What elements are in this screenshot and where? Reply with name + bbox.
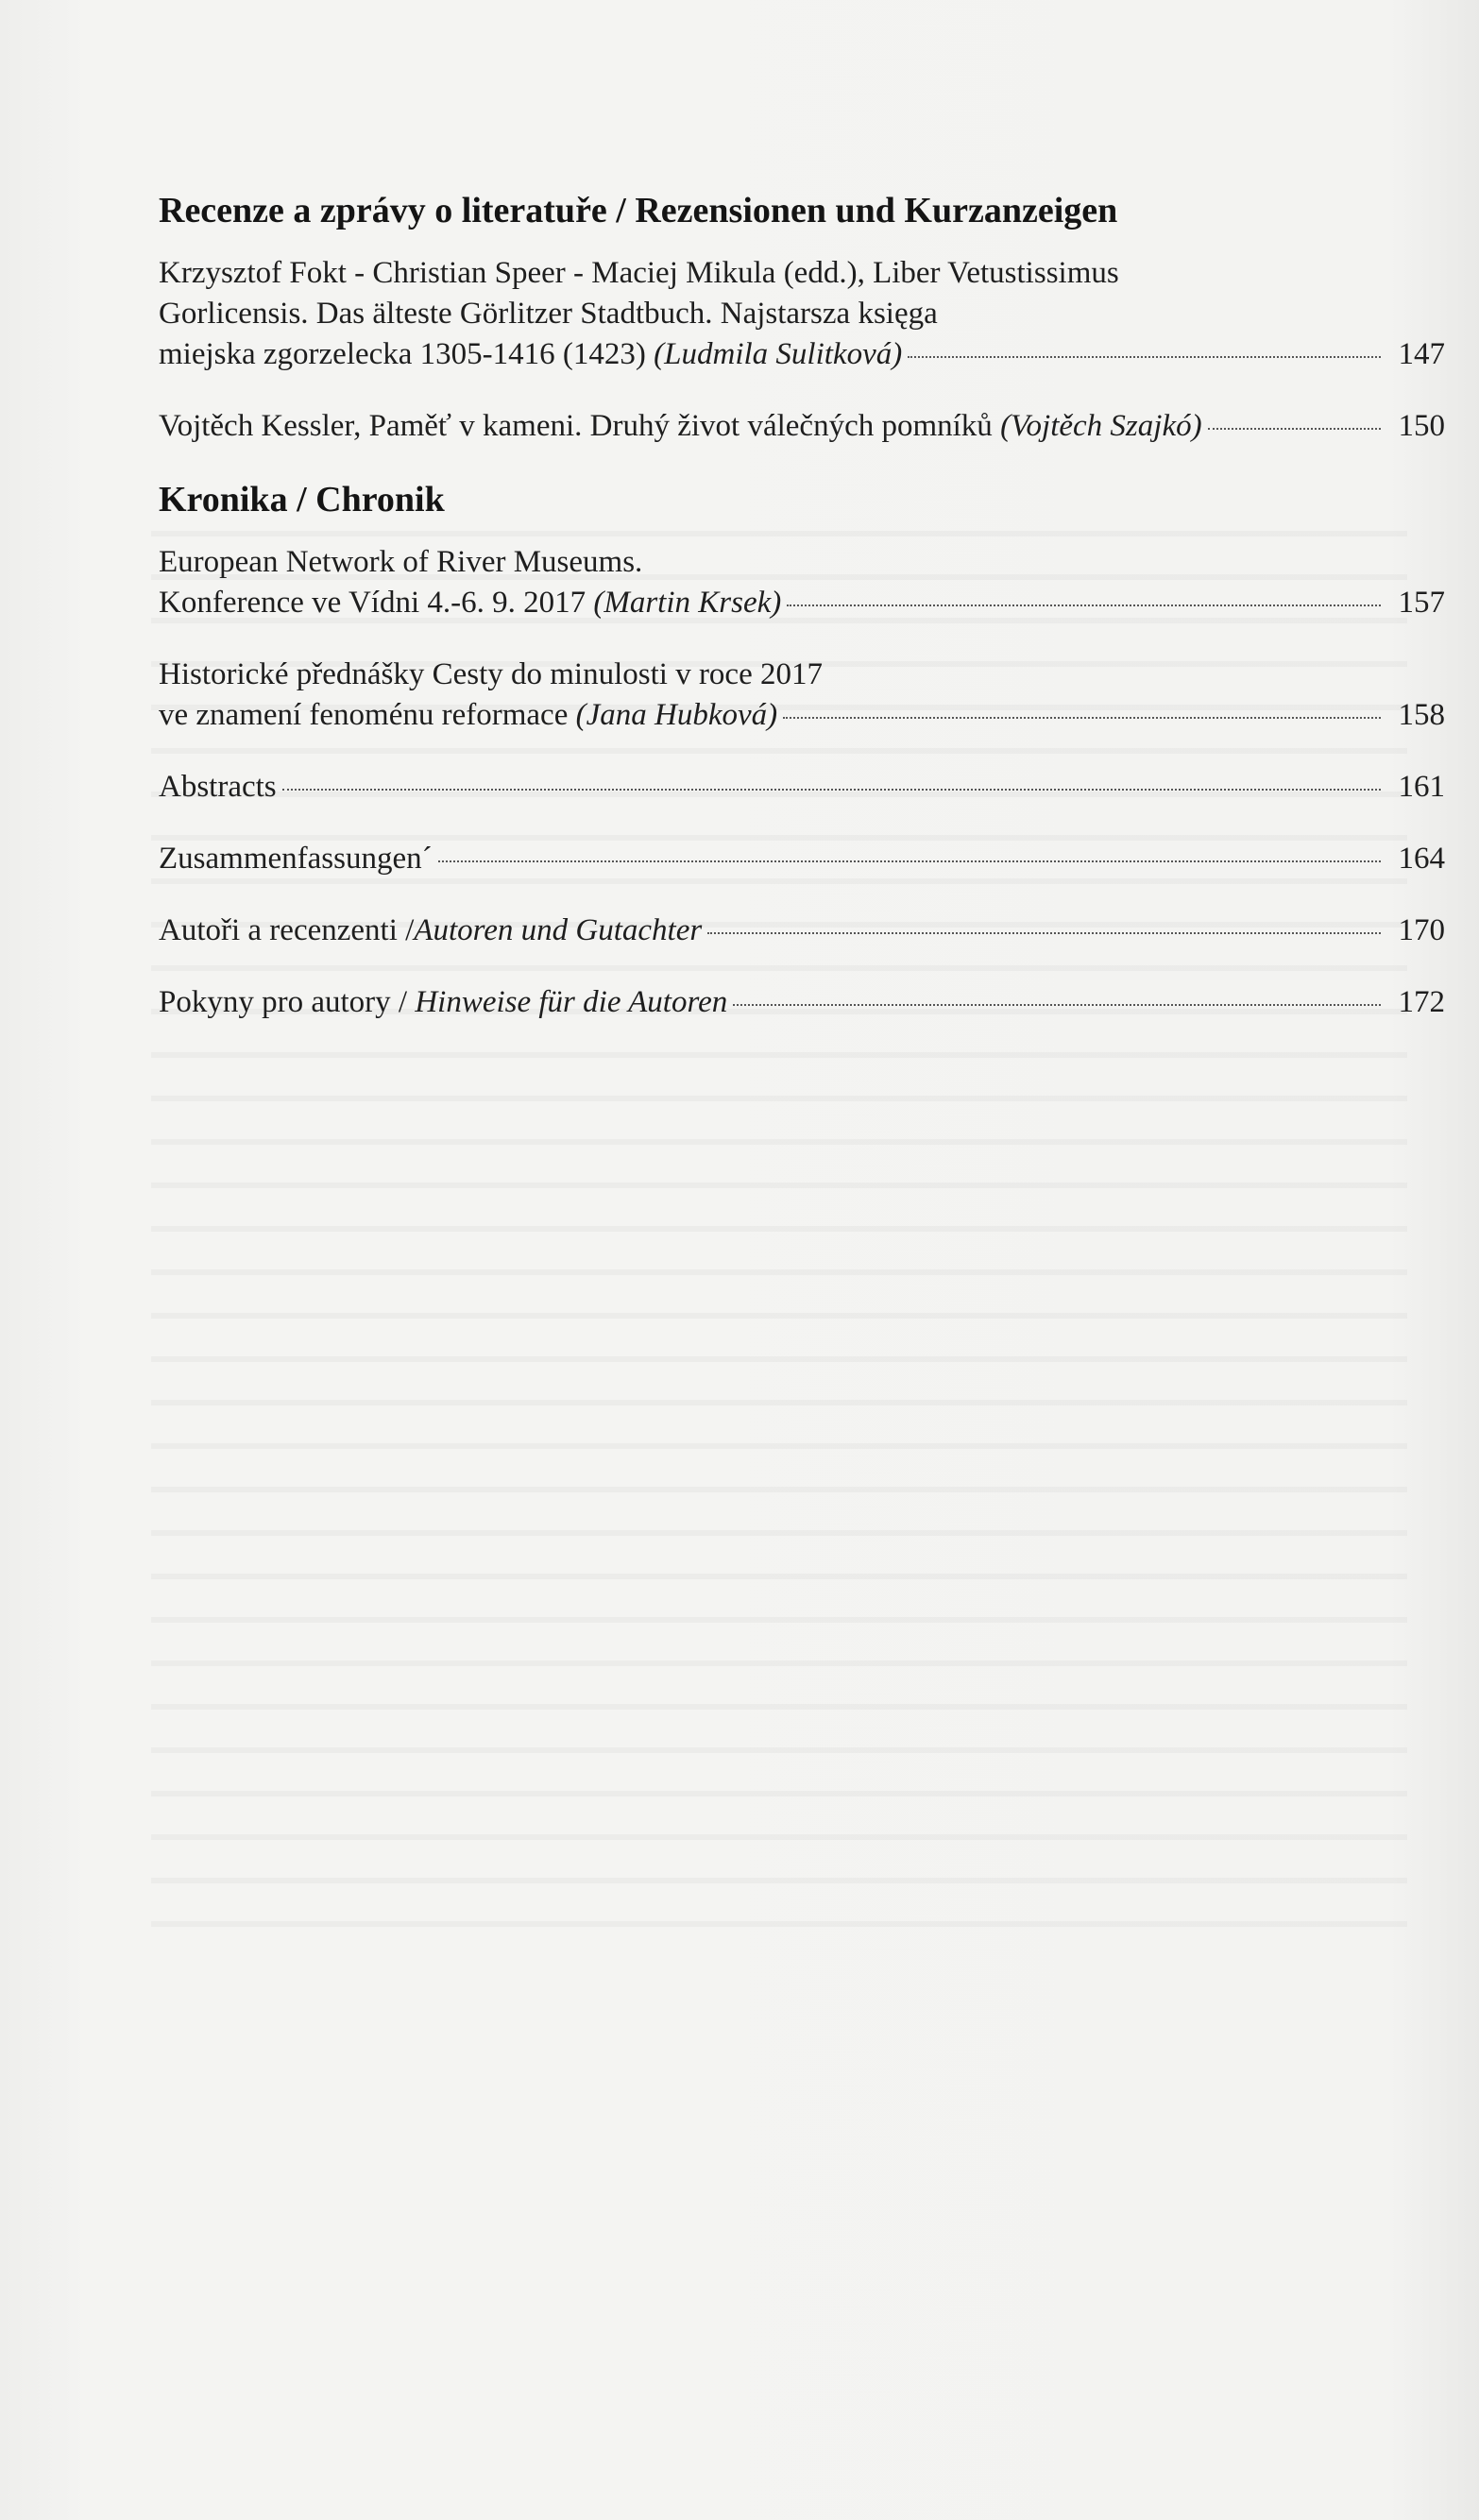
toc-section-chronicle (159, 478, 1445, 1023)
page-number: 158 (1398, 698, 1445, 732)
dot-leader (908, 356, 1381, 358)
page-number: 150 (1398, 409, 1445, 443)
entry-author: (Jana Hubková) (575, 698, 778, 732)
entry-text (159, 334, 902, 375)
entry-author: Hinweise für die Autoren (415, 985, 728, 1019)
entry-line: Krzysztof Fokt - Christian Speer - Maciej Mikula (edd.), Liber Vetustissimus (159, 256, 1119, 290)
page-number: 170 (1398, 913, 1445, 947)
entry-title: Abstracts (159, 770, 277, 804)
dot-leader (438, 860, 1381, 862)
entry-last-line (159, 839, 1445, 879)
entry-title: Konference ve Vídni 4.-6. 9. 2017 (159, 586, 594, 620)
dot-leader (282, 789, 1381, 791)
entry-last-line (159, 406, 1445, 447)
toc-entry-liber-vetustissimus (159, 253, 1445, 375)
dot-leader (1208, 428, 1381, 430)
page-number: 164 (1398, 842, 1445, 876)
table-of-contents (159, 189, 1445, 1054)
entry-last-line (159, 695, 1445, 736)
toc-entry-pokyny (159, 982, 1445, 1023)
entry-title: Zusammenfassungen´ (159, 842, 433, 876)
entry-title: Vojtěch Kessler, Paměť v kameni. Druhý život válečných pomníků (159, 409, 1001, 443)
page-number: 157 (1398, 586, 1445, 620)
entry-text (159, 695, 777, 736)
entry-title: miejska zgorzelecka 1305-1416 (1423) (159, 337, 654, 371)
entry-text (159, 911, 702, 951)
toc-entry-zusammenfassungen (159, 839, 1445, 879)
entry-author: Autoren und Gutachter (414, 913, 703, 947)
entry-last-line (159, 334, 1445, 375)
entry-author: (Vojtěch Szajkó) (1000, 409, 1202, 443)
entry-text (159, 767, 277, 808)
entry-title: Pokyny pro autory / (159, 985, 416, 1019)
entry-title: ve znamení fenoménu reformace (159, 698, 576, 732)
entry-line: European Network of River Museums. (159, 545, 643, 579)
entry-title: Autoři a recenzenti / (159, 913, 415, 947)
toc-entry-autori (159, 911, 1445, 951)
section-title: Kronika / Chronik (159, 480, 445, 519)
entry-text (159, 839, 433, 879)
dot-leader (783, 717, 1381, 719)
entry-author: (Martin Krsek) (593, 586, 782, 620)
entry-text (159, 982, 727, 1023)
page-number: 161 (1398, 770, 1445, 804)
toc-entry-cesty-do-minulosti (159, 655, 1445, 736)
section-title: Recenze a zprávy o literatuře / Rezensionen und Kurzanzeigen (159, 191, 1118, 230)
dot-leader (733, 1004, 1381, 1006)
toc-section-reviews (159, 189, 1445, 447)
entry-line: Historické přednášky Cesty do minulosti v roce 2017 (159, 657, 823, 691)
entry-text (159, 406, 1202, 447)
entry-last-line (159, 767, 1445, 808)
page-number: 172 (1398, 985, 1445, 1019)
entry-last-line (159, 911, 1445, 951)
entry-line: Gorlicensis. Das älteste Görlitzer Stadtbuch. Najstarsza księga (159, 297, 938, 331)
entry-last-line (159, 982, 1445, 1023)
toc-entry-abstracts (159, 767, 1445, 808)
dot-leader (707, 932, 1381, 934)
entry-author: (Ludmila Sulitková) (654, 337, 903, 371)
entry-last-line (159, 583, 1445, 623)
dot-leader (787, 604, 1381, 606)
toc-entry-pamet-v-kameni (159, 406, 1445, 447)
entry-text (159, 583, 781, 623)
page-number: 147 (1398, 337, 1445, 371)
toc-entry-river-museums (159, 542, 1445, 623)
